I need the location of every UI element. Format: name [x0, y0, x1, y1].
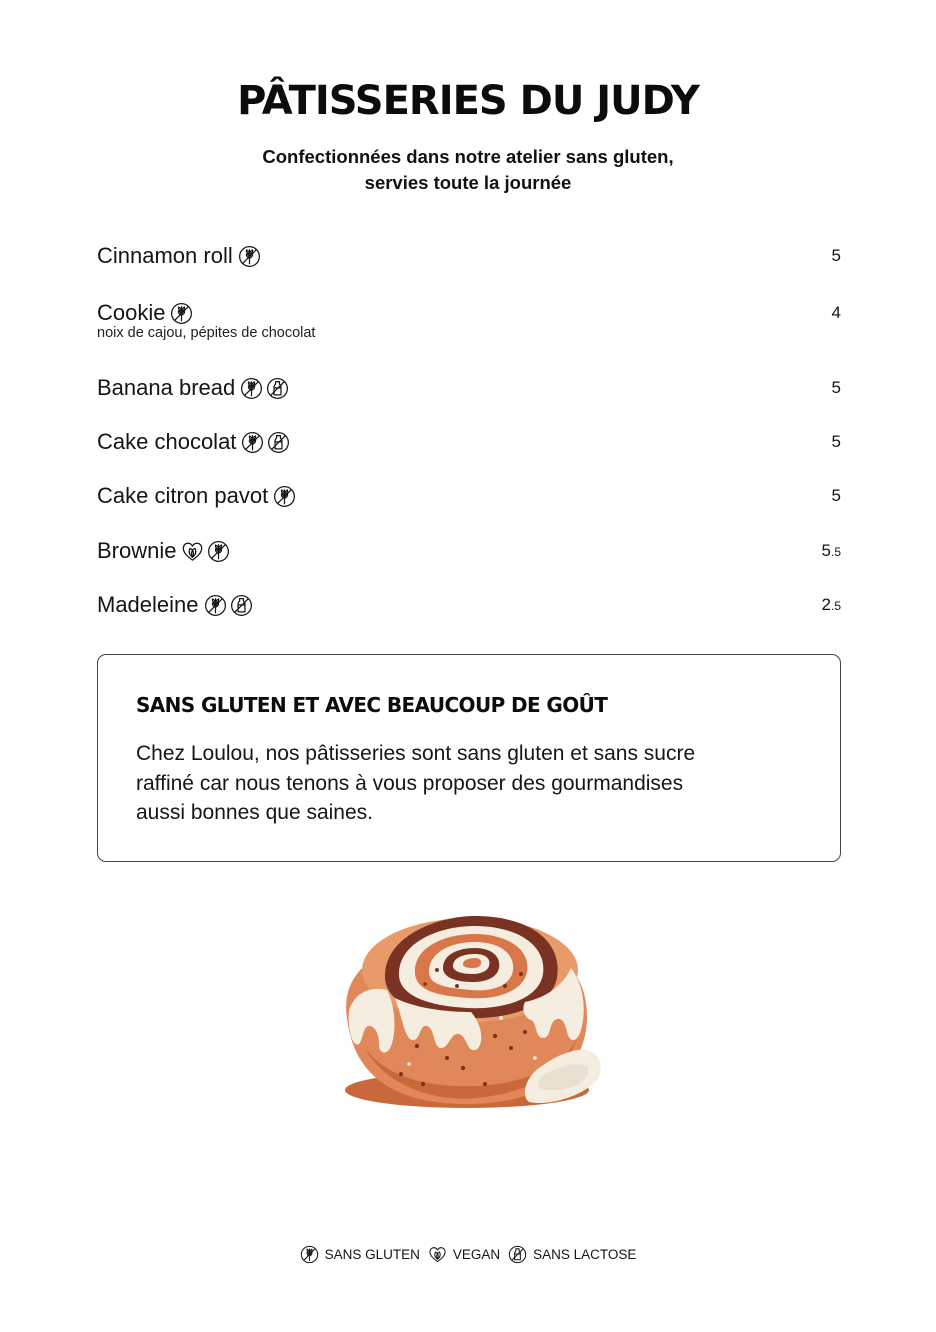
- wheat-crossed-icon: [273, 485, 296, 508]
- info-text: [136, 739, 776, 828]
- item-price: [832, 246, 841, 266]
- item-price: [822, 595, 841, 615]
- bottle-crossed-icon: [266, 377, 289, 400]
- legend-label: SANS LACTOSE: [533, 1247, 637, 1262]
- wheat-crossed-icon: [300, 1245, 319, 1264]
- legend-vegan: [428, 1245, 500, 1264]
- legend-label: SANS GLUTEN: [324, 1247, 420, 1262]
- wheat-crossed-icon: [240, 377, 263, 400]
- item-diet-icons: [240, 377, 289, 400]
- item-price: [822, 541, 841, 561]
- legend-label: VEGAN: [452, 1247, 501, 1262]
- price-integer: 5: [831, 246, 841, 265]
- item-name: Cookie: [97, 300, 166, 325]
- item-diet-icons: [273, 485, 296, 508]
- heart-leaf-icon: [428, 1245, 447, 1264]
- item-name: Cake citron pavot: [97, 483, 269, 508]
- info-text-line: Chez Loulou, nos pâtisseries sont sans gluten et sans sucre: [136, 742, 696, 765]
- item-price: [832, 432, 841, 452]
- bottle-crossed-icon: [508, 1245, 527, 1264]
- menu-item-banana-bread: [97, 372, 841, 404]
- item-name: Cinnamon roll: [97, 243, 233, 268]
- info-text-line: aussi bonnes que saines.: [136, 801, 373, 824]
- info-box: [97, 654, 841, 862]
- wheat-crossed-icon: [238, 245, 261, 268]
- price-integer: 4: [831, 303, 841, 322]
- subtitle-line: Confectionnées dans notre atelier sans gluten,: [262, 146, 674, 167]
- wheat-crossed-icon: [241, 431, 264, 454]
- info-text-line: raffiné car nous tenons à vous proposer des gourmandises: [136, 771, 684, 795]
- item-price: [832, 486, 841, 506]
- bottle-crossed-icon: [230, 594, 253, 617]
- subtitle-line: servies toute la journée: [364, 172, 572, 193]
- price-integer: 5: [831, 378, 841, 397]
- price-integer: 5: [831, 486, 841, 505]
- item-diet-icons: [204, 594, 253, 617]
- price-integer: 5: [831, 432, 841, 451]
- item-diet-icons: [238, 245, 261, 268]
- wheat-crossed-icon: [170, 302, 193, 325]
- menu-item-madeleine: [97, 589, 841, 621]
- info-title: SANS GLUTEN ET AVEC BEAUCOUP DE GOÛT: [136, 693, 608, 717]
- item-name: Brownie: [97, 538, 177, 563]
- legend-lactose-free: [508, 1245, 636, 1264]
- diet-legend: [0, 1245, 936, 1264]
- wheat-crossed-icon: [207, 540, 230, 563]
- bottle-crossed-icon: [267, 431, 290, 454]
- menu-item-cake-citron-pavot: [97, 480, 841, 512]
- item-price: [832, 378, 841, 398]
- menu-item-cake-chocolat: [97, 426, 841, 458]
- item-name: Banana bread: [97, 375, 236, 400]
- item-description: noix de cajou, pépites de chocolat: [97, 325, 316, 341]
- heart-leaf-icon: [181, 540, 204, 563]
- item-diet-icons: [170, 302, 193, 325]
- price-decimal: .5: [830, 545, 841, 559]
- cinnamon-roll-illustration: [325, 898, 615, 1116]
- menu-item-cookie: [97, 297, 841, 341]
- legend-gluten-free: [300, 1245, 420, 1264]
- price-decimal: .5: [830, 599, 841, 613]
- item-name: Cake chocolat: [97, 429, 237, 454]
- item-diet-icons: [241, 431, 290, 454]
- item-diet-icons: [181, 540, 230, 563]
- price-integer: 5: [821, 541, 831, 560]
- page-subtitle: [0, 144, 936, 196]
- menu-item-cinnamon-roll: [97, 240, 841, 272]
- item-price: [832, 303, 841, 323]
- page-title: PÂTISSERIES DU JUDY: [237, 78, 699, 124]
- item-name: Madeleine: [97, 592, 199, 617]
- price-integer: 2: [821, 595, 831, 614]
- menu-item-brownie: [97, 535, 841, 567]
- wheat-crossed-icon: [204, 594, 227, 617]
